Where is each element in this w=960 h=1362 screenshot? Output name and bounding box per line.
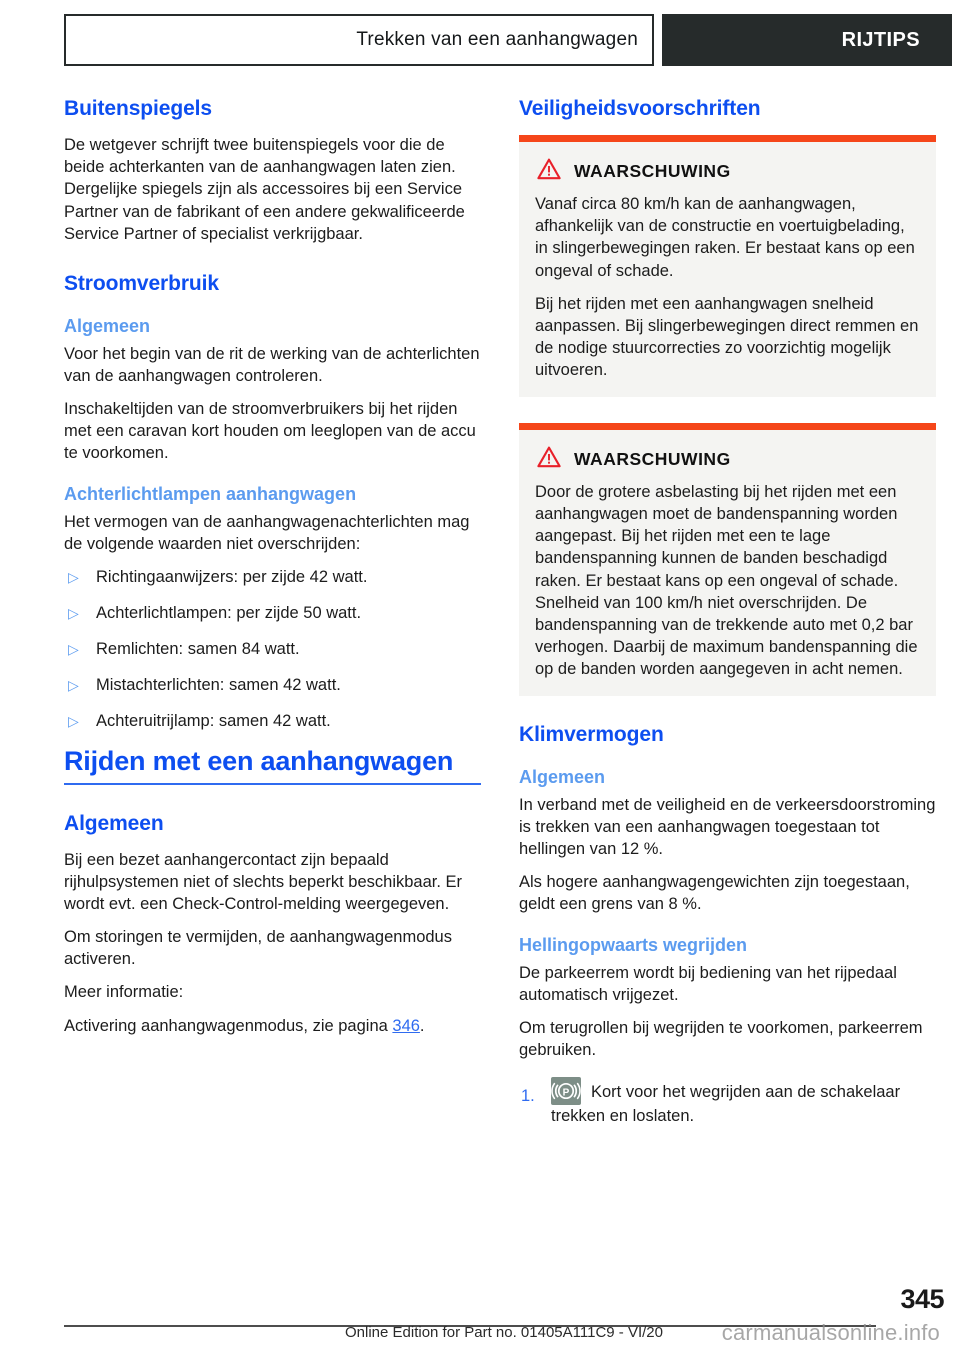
footer-watermark: carmanualsonline.info <box>721 1320 940 1345</box>
warning-box-1 <box>519 135 936 397</box>
svg-text:P: P <box>562 1087 570 1099</box>
paragraph-hellingopwaarts-1: De parkeerrem wordt bij bediening van het rijpedaal automatisch vrijgezet. <box>519 963 897 1005</box>
chapter-title-rijden-met-aanhangwagen: Rijden met een aanhangwagen <box>64 746 454 777</box>
warning-header <box>519 446 936 473</box>
list-item-label: Remlichten: samen 84 watt. <box>96 640 300 659</box>
list-item <box>64 710 481 732</box>
section-title-rijden-algemeen: Algemeen <box>64 811 164 835</box>
paragraph-achterlichtlampen-intro: Het vermogen van de aanhangwagenachterlichten mag de volgende waarden niet overschrijden: <box>64 512 470 553</box>
parking-brake-icon <box>551 1077 581 1105</box>
warning-label: WAARSCHUWING <box>574 161 731 182</box>
cross-reference-page-link[interactable]: 346 <box>392 1016 420 1035</box>
bullet-arrow-icon: ▷ <box>68 677 79 694</box>
bullet-arrow-icon: ▷ <box>68 604 79 621</box>
subsection-title-stroomverbruik-algemeen: Algemeen <box>64 315 151 336</box>
warning-box-2 <box>519 423 936 696</box>
list-item-label: Achteruitrijlamp: samen 42 watt. <box>96 712 331 731</box>
step-number: 1. <box>521 1087 535 1106</box>
left-column <box>64 96 481 1292</box>
list-item <box>64 566 481 588</box>
paragraph-klimvermogen-algemeen-2: Als hogere aanhangwagengewichten zijn toegestaan, geldt een grens van 8 %. <box>519 873 910 914</box>
header-document-title <box>64 14 654 66</box>
section-title-buitenspiegels: Buitenspiegels <box>64 97 212 120</box>
header-section-tab <box>662 14 952 66</box>
warning-paragraph: Door de grotere asbelasting bij het rijden met een aanhangwagen moet de bandenspanning worden aangepast. Bij het rijden met een te lage bandenspanning kunnen de banden beschadigd raken. Er bestaat kans op een ongeval of schade. Snelheid van 100 km/h niet overschrijden. De bandenspanning van de trekkende auto met 0,2 bar verhogen. Daarbij de maximum bandenspanning die op de banden worden aangegeven in acht nemen. <box>535 483 918 678</box>
page-header <box>64 14 952 66</box>
warning-paragraph: Vanaf circa 80 km/h kan de aanhangwagen, afhankelijk van de constructie en voertuigbelading, in slingerbewegingen raken. Er bestaat kans op een ongeval of schade. <box>535 195 915 280</box>
bullet-arrow-icon: ▷ <box>68 568 79 585</box>
list-item <box>64 674 481 696</box>
paragraph-stroomverbruik-algemeen-1: Voor het begin van de rit de werking van de achterlichten van de aanhangwagen controleren. <box>64 344 480 385</box>
warning-top-bar <box>519 135 936 142</box>
list-item <box>519 1077 936 1127</box>
page-columns <box>64 96 944 1292</box>
header-document-title-label: Trekken van een aanhangwagen <box>356 29 638 50</box>
cross-reference-prefix: Activering aanhangwagenmodus, zie pagina <box>64 1016 393 1035</box>
section-title-klimvermogen: Klimvermogen <box>519 723 664 747</box>
bullet-list-achterlichtlampen <box>64 566 481 733</box>
list-item-label: Mistachterlichten: samen 42 watt. <box>96 676 341 695</box>
list-item <box>64 638 481 660</box>
subsection-title-hellingopwaarts: Hellingopwaarts wegrijden <box>519 935 748 956</box>
footer-edition-text: Online Edition for Part no. 01405A111C9 - VI/20 <box>345 1324 663 1341</box>
page-number: 345 <box>900 1284 944 1314</box>
section-title-veiligheidsvoorschriften: Veiligheidsvoorschriften <box>519 97 761 120</box>
paragraph-buitenspiegels-1: De wetgever schrijft twee buitenspiegels voor die de beide achterkanten van de aanhangwagen laten zien. Dergelijke spiegels zijn als accessoires bij een Service Partner van de fabrikant of een andere gekwalificeerde Service Partner of specialist verkrijgbaar. <box>64 136 465 243</box>
warning-top-bar <box>519 423 936 430</box>
page-footer <box>64 1286 944 1346</box>
warning-label: WAARSCHUWING <box>574 449 731 470</box>
paragraph-rijden-algemeen-3: Meer informatie: <box>64 983 184 1002</box>
step-list-hellingopwaarts <box>519 1077 936 1127</box>
warning-paragraph: Bij het rijden met een aanhangwagen snelheid aanpassen. Bij slingerbewegingen direct remmen en de nodige stuurcorrecties zo voorzichtig mogelijk uitvoeren. <box>535 294 919 379</box>
paragraph-rijden-algemeen-2: Om storingen te vermijden, de aanhangwagenmodus activeren. <box>64 928 452 969</box>
subsection-title-klimvermogen-algemeen: Algemeen <box>519 767 606 788</box>
warning-header <box>519 158 936 185</box>
paragraph-rijden-algemeen-1: Bij een bezet aanhangercontact zijn bepaald rijhulpsystemen niet of slechts beperkt beschikbaar. Er wordt evt. een Check-Control-melding weergegeven. <box>64 850 463 914</box>
step-text: Kort voor het wegrijden aan de schakelaar trekken en loslaten. <box>551 1083 901 1126</box>
warning-triangle-icon <box>537 158 561 185</box>
paragraph-klimvermogen-algemeen-1: In verband met de veiligheid en de verkeersdoorstroming is trekken van een aanhangwagen toegestaan tot hellingen van 12 %. <box>519 795 936 859</box>
warning-triangle-icon <box>537 446 561 473</box>
bullet-arrow-icon: ▷ <box>68 713 79 730</box>
paragraph-hellingopwaarts-2: Om terugrollen bij wegrijden te voorkomen, parkeerrem gebruiken. <box>519 1019 923 1060</box>
paragraph-stroomverbruik-algemeen-2: Inschakeltijden van de stroomverbruikers bij het rijden met een caravan kort houden om leeglopen van de accu te voorkomen. <box>64 399 476 462</box>
list-item-label: Achterlichtlampen: per zijde 50 watt. <box>96 603 362 622</box>
header-section-tab-label: RIJTIPS <box>841 28 920 51</box>
bullet-arrow-icon: ▷ <box>68 641 79 658</box>
paragraph-cross-reference <box>64 1015 481 1037</box>
cross-reference-suffix: . <box>419 1016 425 1035</box>
list-item-label: Richtingaanwijzers: per zijde 42 watt. <box>96 567 368 586</box>
subsection-title-achterlichtlampen: Achterlichtlampen aanhangwagen <box>64 484 357 505</box>
chapter-title-rule <box>64 783 481 785</box>
list-item <box>64 602 481 624</box>
section-title-stroomverbruik: Stroomverbruik <box>64 271 219 295</box>
right-column <box>519 96 936 1292</box>
